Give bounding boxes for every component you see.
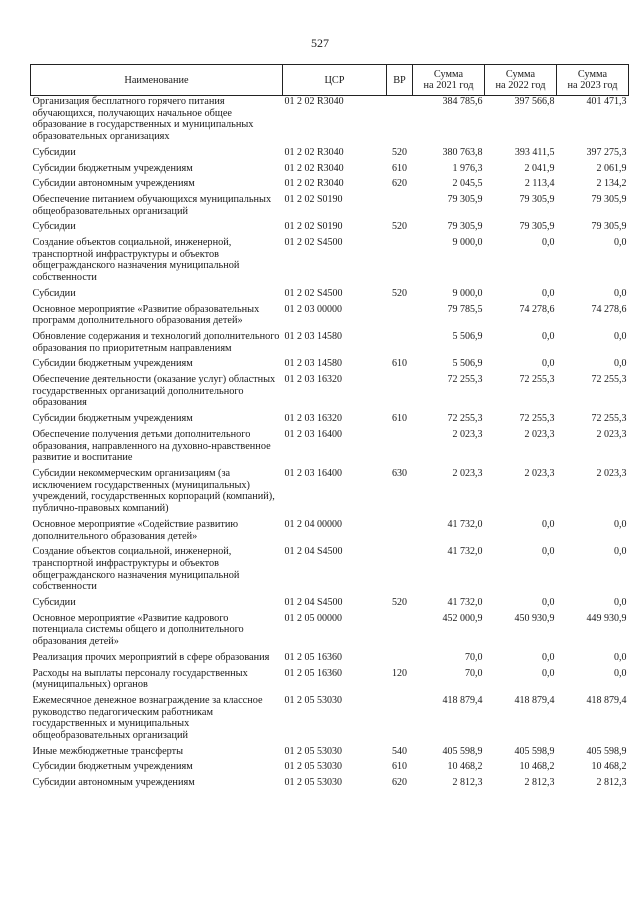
row-sum-2022: 10 468,2 [519,761,555,773]
row-csr: 01 2 03 14580 [284,330,342,342]
table-row [31,746,629,762]
row-sum-2021: 2 023,3 [452,428,483,440]
table-row [31,597,629,613]
row-csr: 01 2 02 R3040 [284,162,344,174]
header-name: Наименование [31,65,283,96]
row-name: Основное мероприятие «Развитие образовательных программ дополнительного образования детей» [32,303,260,327]
row-sum-2021: 2 023,3 [452,467,483,479]
row-sum-2022: 397 566,8 [514,96,555,107]
row-csr: 01 2 02 S0190 [284,193,343,205]
row-vr [387,613,413,652]
row-vr [387,304,413,331]
header-sum-2021-line2: на 2021 год [423,80,474,91]
table-row [31,374,629,413]
row-sum-2022: 2 812,3 [524,777,555,789]
table-row [31,178,629,194]
row-sum-2021: 41 732,0 [447,546,483,558]
row-csr: 01 2 03 00000 [284,303,342,315]
row-sum-2023: 401 471,3 [586,96,627,107]
row-name: Субсидии бюджетным учреждениям [32,761,193,773]
header-sum-2022 [485,65,557,96]
row-name: Основное мероприятие «Развитие кадрового потенциала системы общего и дополнительного образования детей» [32,612,244,648]
row-sum-2023: 0,0 [614,358,627,370]
row-sum-2022: 2 023,3 [524,467,555,479]
header-sum-2021-line1: Сумма [433,69,464,80]
row-sum-2023: 2 023,3 [596,428,627,440]
row-name: Расходы на выплаты персоналу государственных (муниципальных) органов [32,667,248,691]
row-sum-2022: 72 255,3 [519,413,555,425]
row-sum-2023: 0,0 [614,597,627,609]
row-name: Иные межбюджетные трансферты [32,745,184,757]
row-vr: 610 [392,761,407,773]
table-row [31,777,629,793]
row-sum-2021: 72 255,3 [447,413,483,425]
row-csr: 01 2 02 S4500 [284,237,343,249]
row-vr: 520 [392,221,407,233]
row-sum-2021: 405 598,9 [442,745,483,757]
row-csr: 01 2 05 00000 [284,612,342,624]
row-sum-2023: 0,0 [614,287,627,299]
row-csr: 01 2 04 S4500 [284,597,343,609]
table-row [31,613,629,652]
row-sum-2023: 74 278,6 [591,303,627,315]
row-name: Создание объектов социальной, инженерной, транспортной инфраструктуры и объектов общегражданского назначения муниципальной собственности [32,546,240,593]
row-sum-2022: 0,0 [542,597,555,609]
row-sum-2021: 9 000,0 [452,237,483,249]
row-name: Субсидии бюджетным учреждениям [32,162,193,174]
row-sum-2022: 79 305,9 [519,193,555,205]
row-sum-2021: 2 045,5 [452,178,483,190]
row-sum-2023: 72 255,3 [591,374,627,386]
row-sum-2021: 79 785,5 [447,303,483,315]
row-vr [387,237,413,288]
row-vr [387,652,413,668]
table-row [31,221,629,237]
table-row [31,194,629,221]
row-sum-2022: 2 113,4 [524,178,555,190]
table-row [31,652,629,668]
table-row [31,163,629,179]
row-sum-2022: 72 255,3 [519,374,555,386]
row-name: Субсидии автономным учреждениям [32,777,195,789]
row-sum-2021: 70,0 [465,667,483,679]
row-vr: 620 [392,777,407,789]
row-name: Обеспечение питанием обучающихся муниципальных общеобразовательных организаций [32,193,272,217]
row-sum-2023: 0,0 [614,237,627,249]
row-sum-2022: 0,0 [542,358,555,370]
row-sum-2021: 2 812,3 [452,777,483,789]
row-vr [387,695,413,746]
header-sum-2022-line2: на 2022 год [495,80,546,91]
row-sum-2021: 5 506,9 [452,358,483,370]
row-sum-2022: 393 411,5 [514,146,555,158]
row-sum-2021: 10 468,2 [447,761,483,773]
page-number: 527 [311,36,329,50]
row-sum-2022: 418 879,4 [514,694,555,706]
row-sum-2023: 397 275,3 [586,146,627,158]
table-row [31,304,629,331]
row-sum-2022: 2 041,9 [524,162,555,174]
table-row [31,96,629,147]
row-sum-2022: 0,0 [542,518,555,530]
row-sum-2023: 0,0 [614,651,627,663]
row-vr [387,546,413,597]
row-csr: 01 2 05 53030 [284,777,342,789]
row-name: Создание объектов социальной, инженерной, транспортной инфраструктуры и объектов общегражданского назначения муниципальной собственности [32,237,240,284]
row-csr: 01 2 05 53030 [284,761,342,773]
header-sum-2022-line1: Сумма [505,69,536,80]
row-vr [387,374,413,413]
row-sum-2023: 449 930,9 [586,612,627,624]
table-body [31,96,629,793]
row-csr: 01 2 05 16360 [284,667,342,679]
row-sum-2022: 0,0 [542,237,555,249]
row-csr: 01 2 04 00000 [284,518,342,530]
row-csr: 01 2 03 14580 [284,358,342,370]
row-sum-2022: 0,0 [542,330,555,342]
table-row [31,413,629,429]
row-name: Субсидии [32,597,76,609]
row-sum-2023: 2 023,3 [596,467,627,479]
row-sum-2023: 0,0 [614,667,627,679]
table-row [31,331,629,358]
row-name: Обеспечение получения детьми дополнительного образования, направленного на духовно-нравственное развитие и воспитание [32,428,271,464]
row-vr [387,96,413,147]
row-sum-2022: 0,0 [542,651,555,663]
row-sum-2022: 0,0 [542,287,555,299]
row-csr: 01 2 05 53030 [284,694,342,706]
table-row [31,237,629,288]
row-vr: 520 [392,146,407,158]
row-name: Субсидии некоммерческим организациям (за исключением государственных (муниципальных) учреждений, государственных корпораций (компаний), публично-правовых компаний) [32,467,275,515]
row-sum-2021: 452 000,9 [442,612,483,624]
row-sum-2022: 0,0 [542,667,555,679]
row-csr: 01 2 02 R3040 [284,178,344,190]
row-sum-2021: 41 732,0 [447,518,483,530]
table-row [31,288,629,304]
row-name: Субсидии бюджетным учреждениям [32,358,193,370]
row-vr [387,331,413,358]
table-row [31,761,629,777]
row-vr [387,194,413,221]
table-row [31,668,629,695]
row-sum-2022: 79 305,9 [519,221,555,233]
row-sum-2021: 5 506,9 [452,330,483,342]
row-name: Основное мероприятие «Содействие развитию дополнительного образования детей» [32,518,239,542]
row-name: Ежемесячное денежное вознаграждение за классное руководство педагогическим работникам государственных и муниципальных общеобразовательных организаций [32,694,263,742]
row-sum-2023: 79 305,9 [591,221,627,233]
row-name: Обеспечение деятельности (оказание услуг) областных государственных организаций дополнительного образования [32,374,276,409]
row-sum-2022: 2 023,3 [524,428,555,440]
row-csr: 01 2 02 R3040 [284,146,344,158]
row-vr [387,519,413,546]
row-csr: 01 2 02 S0190 [284,221,343,233]
row-csr: 01 2 03 16400 [284,428,342,440]
table-header-row [31,65,629,96]
row-sum-2021: 72 255,3 [447,374,483,386]
header-csr: ЦСР [283,65,387,96]
row-csr: 01 2 05 53030 [284,745,342,757]
row-name: Субсидии [32,146,76,158]
row-name: Субсидии [32,287,76,299]
row-sum-2023: 72 255,3 [591,413,627,425]
row-sum-2023: 10 468,2 [591,761,627,773]
row-csr: 01 2 03 16400 [284,467,342,479]
row-sum-2023: 2 134,2 [596,178,627,190]
row-name: Субсидии [32,221,76,233]
row-vr [387,429,413,468]
row-sum-2021: 380 763,8 [442,146,483,158]
row-sum-2022: 450 930,9 [514,612,555,624]
row-sum-2023: 2 812,3 [596,777,627,789]
row-sum-2022: 74 278,6 [519,303,555,315]
row-sum-2023: 405 598,9 [586,745,627,757]
row-vr: 610 [392,413,407,425]
row-sum-2023: 418 879,4 [586,694,627,706]
row-name: Субсидии автономным учреждениям [32,178,195,190]
row-name: Организация бесплатного горячего питания обучающихся, получающих начальное общее образование в государственных и муниципальных образовательных организациях [32,96,254,143]
row-vr: 520 [392,287,407,299]
table-row [31,519,629,546]
row-csr: 01 2 03 16320 [284,413,342,425]
row-vr: 620 [392,178,407,190]
row-sum-2023: 0,0 [614,546,627,558]
table-row [31,358,629,374]
row-sum-2023: 0,0 [614,330,627,342]
header-vr: ВР [387,65,413,96]
row-vr: 540 [392,745,407,757]
row-sum-2021: 41 732,0 [447,597,483,609]
row-name: Реализация прочих мероприятий в сфере образования [32,651,270,663]
row-csr: 01 2 04 S4500 [284,546,343,558]
header-sum-2023 [557,65,629,96]
row-csr: 01 2 03 16320 [284,374,342,386]
row-sum-2023: 0,0 [614,518,627,530]
row-csr: 01 2 02 R3040 [284,96,344,107]
header-sum-2023-line2: на 2023 год [567,80,618,91]
row-sum-2021: 418 879,4 [442,694,483,706]
table-row [31,468,629,519]
row-csr: 01 2 02 S4500 [284,287,343,299]
row-vr: 120 [392,667,407,679]
row-sum-2022: 0,0 [542,546,555,558]
row-sum-2021: 79 305,9 [447,193,483,205]
row-sum-2022: 405 598,9 [514,745,555,757]
row-sum-2021: 79 305,9 [447,221,483,233]
row-vr: 630 [392,467,407,479]
row-sum-2023: 79 305,9 [591,193,627,205]
row-name: Обновление содержания и технологий дополнительного образования по приоритетным направлениям [32,330,280,354]
budget-table [30,64,629,793]
header-sum-2023-line1: Сумма [577,69,608,80]
row-sum-2021: 1 976,3 [452,162,483,174]
row-vr: 610 [392,358,407,370]
row-sum-2021: 9 000,0 [452,287,483,299]
row-csr: 01 2 05 16360 [284,651,342,663]
row-sum-2023: 2 061,9 [596,162,627,174]
row-vr: 520 [392,597,407,609]
row-name: Субсидии бюджетным учреждениям [32,413,193,425]
row-vr: 610 [392,162,407,174]
table-row [31,147,629,163]
table-row [31,546,629,597]
table-row [31,695,629,746]
table-row [31,429,629,468]
header-sum-2021 [413,65,485,96]
row-sum-2021: 70,0 [465,651,483,663]
row-sum-2021: 384 785,6 [442,96,483,107]
